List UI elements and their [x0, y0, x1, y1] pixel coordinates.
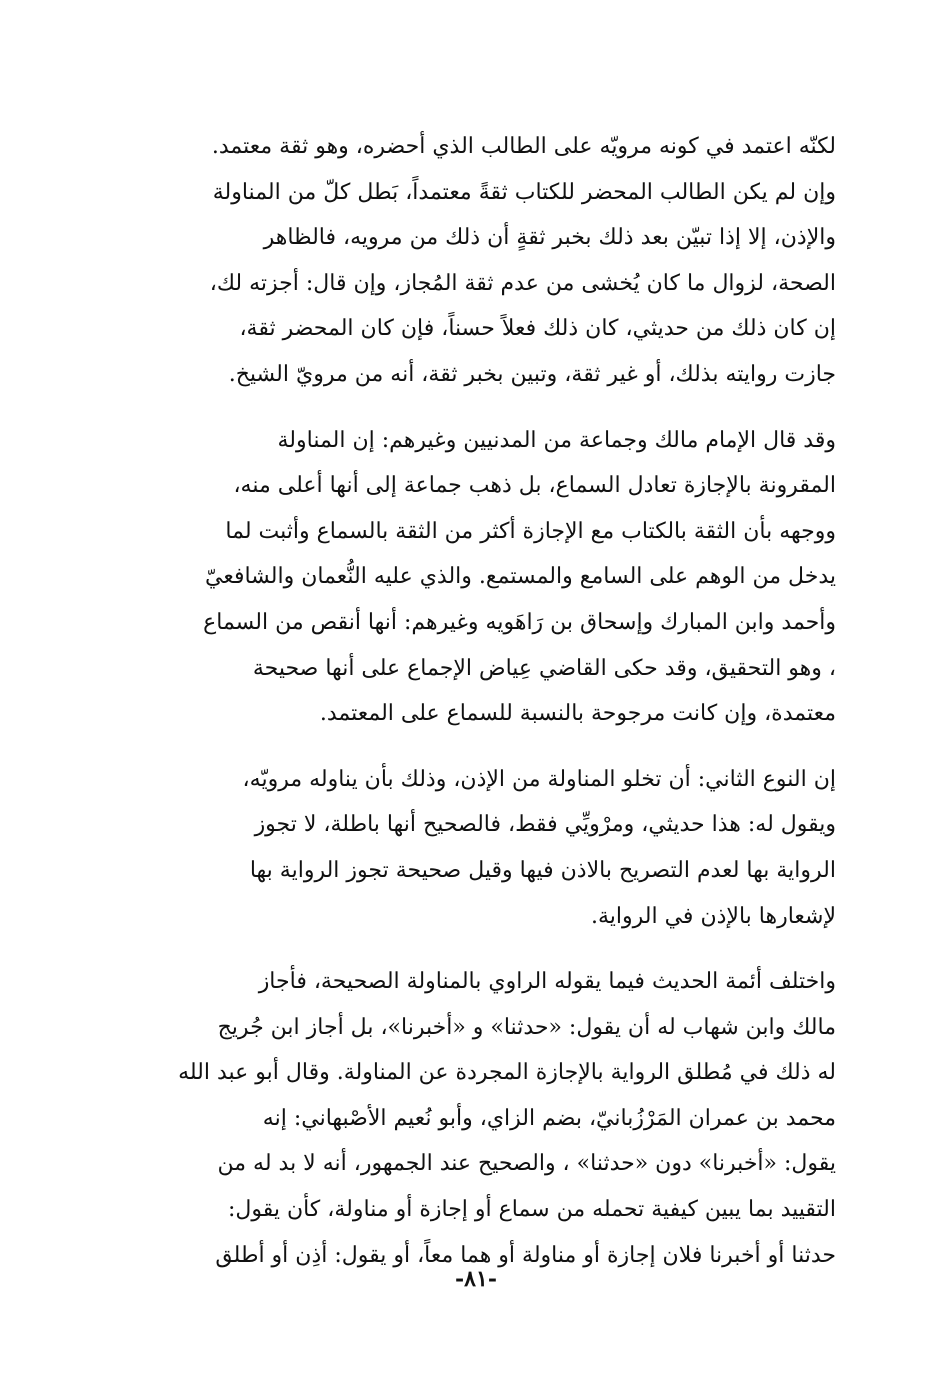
text-line: إن النوع الثاني: أن تخلو المناولة من الإذن، وذلك بأن يناوله مرويّه، — [242, 766, 836, 792]
text-line: ووجهه بأن الثقة بالكتاب مع الإجازة أكثر من الثقة بالسماع وأثبت لما — [225, 518, 836, 544]
text-line: مالك وابن شهاب له أن يقول: «حدثنا» و «أخبرنا»، بل أجاز ابن جُريج — [217, 1014, 836, 1040]
text-line: والإذن، إلا إذا تبيّن بعد ذلك بخبر ثقةٍ أن ذلك من مرويه، فالظاهر — [263, 225, 836, 251]
paragraph-1 — [128, 124, 836, 398]
text-line: له ذلك في مُطلق الرواية بالإجازة المجردة عن المناولة. وقال أبو عبد الله — [178, 1060, 836, 1086]
text-line: يقول: «أخبرنا» دون «حدثنا» ، والصحيح عند الجمهور، أنه لا بد له من — [217, 1151, 836, 1177]
page-body — [128, 124, 836, 1298]
text-line: محمد بن عمران المَرْزُبانيّ، بضم الزاي، وأبو نُعيم الأصْبهاني: إنه — [262, 1105, 836, 1131]
text-line: معتمدة، وإن كانت مرجوحة بالنسبة للسماع على المعتمد. — [319, 701, 836, 727]
text-line: الرواية بها لعدم التصريح بالاذن فيها وقيل صحيحة تجوز الرواية بها — [249, 857, 836, 883]
paragraph-3 — [128, 757, 836, 939]
text-line: وقد قال الإمام مالك وجماعة من المدنيين وغيرهم: إن المناولة — [277, 427, 836, 453]
page-number: -٨١- — [455, 1266, 497, 1292]
text-line: يدخل من الوهم على السامع والمستمع. والذي عليه النُّعمان والشافعيّ — [205, 564, 836, 590]
text-line: وأحمد وابن المبارك وإسحاق بن رَاهَويه وغيرهم: أنها أنقص من السماع — [203, 609, 836, 635]
text-line: ، وهو التحقيق، وقد حكى القاضي عِياض الإجماع على أنها صحيحة — [252, 655, 836, 681]
text-line: جازت روايته بذلك، أو غير ثقة، وتبين بخبر ثقة، أنه من مرويّ الشيخ. — [228, 361, 836, 387]
text-line: لكنّه اعتمد في كونه مرويّه على الطالب الذي أحضره، وهو ثقة معتمد. — [211, 134, 836, 159]
text-line: لإشعارها بالإذن في الرواية. — [591, 903, 836, 929]
text-line: وإن لم يكن الطالب المحضر للكتاب ثقةً معتمداً، بَطل كلّ من المناولة — [212, 179, 836, 205]
paragraph-2 — [128, 418, 836, 737]
text-line: إن كان ذلك من حديثي، كان ذلك فعلاً حسناً، فإن كان المحضر ثقة، — [239, 316, 836, 342]
text-line: واختلف أئمة الحديث فيما يقوله الراوي بالمناولة الصحيحة، فأجاز — [258, 969, 836, 995]
paragraph-4 — [128, 959, 836, 1278]
text-line: التقييد بما يبين كيفية تحمله من سماع أو إجازة أو مناولة، كأن يقول: — [227, 1197, 836, 1223]
text-line: ويقول له: هذا حديثي، ومرْويِّي فقط، فالصحيح أنها باطلة، لا تجوز — [254, 812, 836, 838]
text-line: الصحة، لزوال ما كان يُخشى من عدم ثقة المُجاز، وإن قال: أجزته لك، — [209, 270, 836, 296]
text-line: المقرونة بالإجازة تعادل السماع، بل ذهب جماعة إلى أنها أعلى منه، — [233, 473, 836, 499]
text-line: حدثنا أو أخبرنا فلان إجازة أو مناولة أو هما معاً، أو يقول: أذِن أو أطلق — [215, 1242, 836, 1268]
